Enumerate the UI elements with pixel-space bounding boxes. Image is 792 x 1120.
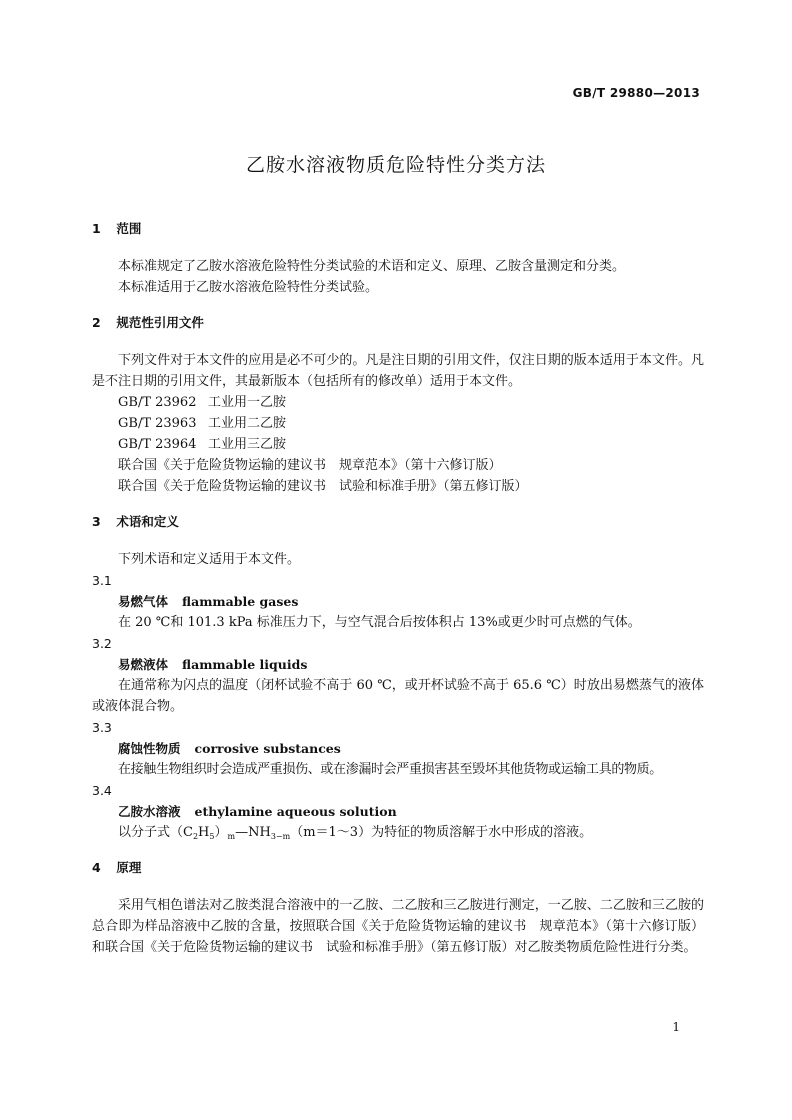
formula-text: H bbox=[198, 825, 210, 840]
reference-item: 联合国《关于危险货物运输的建议书 规章范本》（第十六修订版） bbox=[118, 458, 502, 473]
section-number: 4 bbox=[92, 860, 101, 875]
formula-text: 以分子式（C bbox=[118, 825, 193, 840]
term-english: ethylamine aqueous solution bbox=[194, 804, 397, 819]
term-english: flammable gases bbox=[182, 594, 299, 609]
term-title bbox=[92, 654, 704, 675]
section-heading-terms-and-definitions bbox=[92, 511, 704, 532]
paragraph: 采用气相色谱法对乙胺类混合溶液中的一乙胺、二乙胺和三乙胺进行测定，一乙胺、二乙胺和三乙胺的总合即为样品溶液中乙胺的含量，按照联合国《关于危险货物运输的建议书 规章范本》（第十六修订版）和联合国《关于危险货物运输的建议书 试验和标准手册》（第五修订版）对乙胺类物质危险性进行分类。 bbox=[92, 898, 704, 955]
page-number: 1 bbox=[672, 1020, 680, 1034]
clause-number: 3.1 bbox=[92, 573, 112, 588]
section-title: 规范性引用文件 bbox=[116, 315, 204, 330]
section-title: 术语和定义 bbox=[116, 514, 179, 529]
document-title: 乙胺水溶液物质危险特性分类方法 bbox=[245, 154, 546, 176]
reference-name: 工业用三乙胺 bbox=[208, 437, 287, 452]
section-heading-normative-references bbox=[92, 312, 704, 333]
term-definition: 在通常称为闪点的温度（闭杯试验不高于 60 ℃，或开杯试验不高于 65.6 ℃）时放出易燃蒸气的液体或液体混合物。 bbox=[92, 678, 704, 714]
reference-code: GB/T 23964 bbox=[118, 437, 197, 452]
reference-item bbox=[92, 434, 704, 455]
reference-name: 工业用二乙胺 bbox=[208, 416, 287, 431]
term-title bbox=[92, 801, 704, 822]
formula-text: —NH bbox=[235, 825, 271, 840]
term-definition: 在 20 ℃和 101.3 kPa 标准压力下，与空气混合后按体积占 13%或更少时可点燃的气体。 bbox=[118, 615, 641, 630]
term-chinese: 乙胺水溶液 bbox=[118, 804, 181, 819]
clause-number: 3.4 bbox=[92, 783, 112, 798]
section-title: 原理 bbox=[116, 860, 142, 875]
document-body bbox=[92, 218, 704, 958]
term-english: flammable liquids bbox=[182, 657, 308, 672]
term-definition-formula bbox=[92, 822, 704, 843]
term-chinese: 易燃气体 bbox=[118, 594, 169, 609]
section-title: 范围 bbox=[116, 221, 142, 236]
term-chinese: 腐蚀性物质 bbox=[118, 741, 181, 756]
reference-code: GB/T 23963 bbox=[118, 416, 197, 431]
paragraph: 下列术语和定义适用于本文件。 bbox=[118, 552, 301, 567]
reference-item bbox=[92, 413, 704, 434]
formula-subscript: 2 bbox=[192, 832, 199, 841]
reference-item: 联合国《关于危险货物运输的建议书 试验和标准手册》（第五修订版） bbox=[118, 479, 528, 494]
standard-number: GB/T 29880—2013 bbox=[572, 86, 700, 100]
paragraph: 下列文件对于本文件的应用是必不可少的。凡是注日期的引用文件，仅注日期的版本适用于本文件。凡是不注日期的引用文件，其最新版本（包括所有的修改单）适用于本文件。 bbox=[92, 353, 704, 389]
section-number: 3 bbox=[92, 514, 101, 529]
formula-subscript: m bbox=[227, 832, 236, 841]
reference-item bbox=[92, 392, 704, 413]
paragraph: 本标准适用于乙胺水溶液危险特性分类试验。 bbox=[118, 280, 379, 295]
formula-text: （m＝1～3）为特征的物质溶解于水中形成的溶液。 bbox=[290, 825, 593, 840]
clause-number: 3.2 bbox=[92, 636, 112, 651]
formula-subscript: 5 bbox=[209, 832, 215, 841]
formula-subscript: 3−m bbox=[270, 832, 291, 841]
formula-text: ） bbox=[214, 825, 228, 840]
reference-name: 工业用一乙胺 bbox=[208, 395, 287, 410]
paragraph: 本标准规定了乙胺水溶液危险特性分类试验的术语和定义、原理、乙胺含量测定和分类。 bbox=[118, 259, 626, 274]
section-heading-scope bbox=[92, 218, 704, 239]
term-title bbox=[92, 738, 704, 759]
reference-code: GB/T 23962 bbox=[118, 395, 197, 410]
section-number: 2 bbox=[92, 315, 101, 330]
term-title bbox=[92, 591, 704, 612]
term-chinese: 易燃液体 bbox=[118, 657, 169, 672]
section-number: 1 bbox=[92, 221, 101, 236]
term-english: corrosive substances bbox=[194, 741, 341, 756]
clause-number: 3.3 bbox=[92, 720, 112, 735]
section-heading-principle bbox=[92, 857, 704, 878]
term-definition: 在接触生物组织时会造成严重损伤、或在渗漏时会严重损害甚至毁坏其他货物或运输工具的物质。 bbox=[118, 762, 662, 777]
